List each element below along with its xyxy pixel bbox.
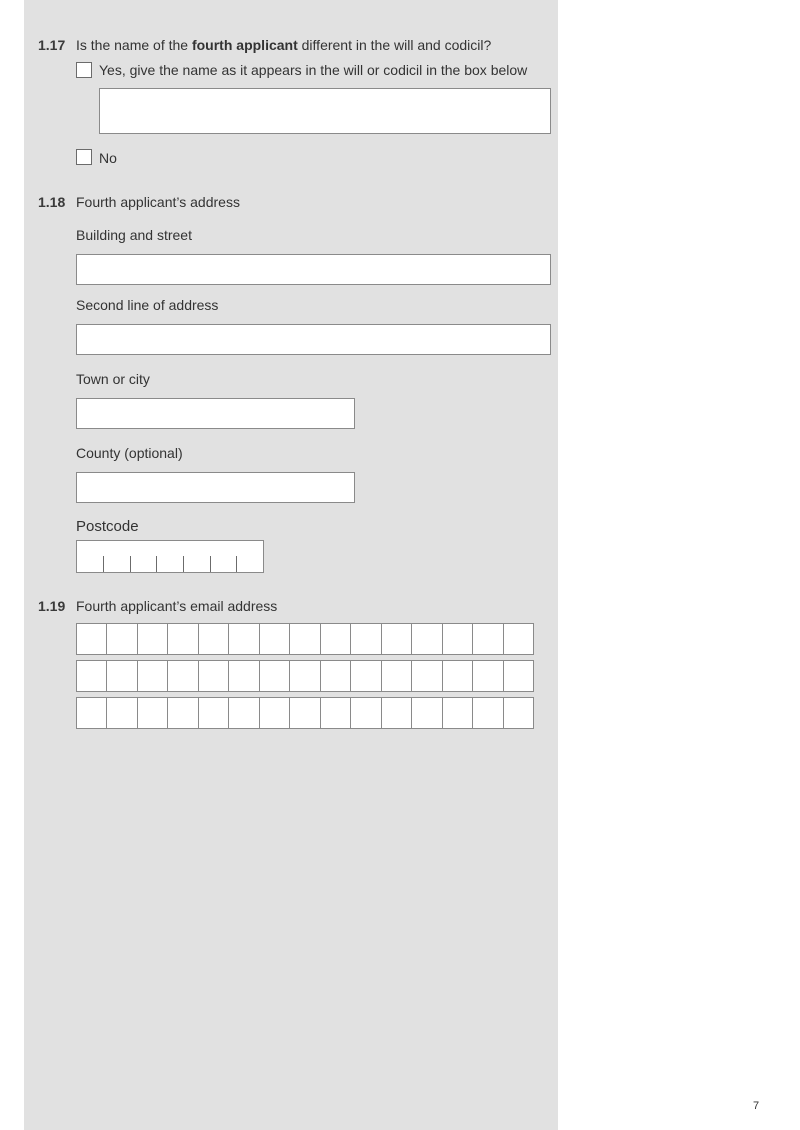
email-char-cell[interactable] [290,661,320,691]
question-number-1-17: 1.17 [38,37,66,53]
email-char-cell[interactable] [504,661,533,691]
email-char-cell[interactable] [473,661,503,691]
email-char-cell[interactable] [412,624,442,654]
email-char-cell[interactable] [199,624,229,654]
second-line-field[interactable] [76,324,551,355]
email-char-cell[interactable] [229,624,259,654]
email-char-cell[interactable] [168,661,198,691]
postcode-divider [103,556,104,572]
email-char-cell[interactable] [321,624,351,654]
email-row-3[interactable] [76,697,534,729]
email-char-cell[interactable] [168,624,198,654]
postcode-divider [236,556,237,572]
email-char-cell[interactable] [321,698,351,728]
email-char-cell[interactable] [412,698,442,728]
email-char-cell[interactable] [443,698,473,728]
email-char-cell[interactable] [77,698,107,728]
question-text-1-19: Fourth applicant’s email address [76,598,278,614]
email-char-cell[interactable] [199,661,229,691]
email-char-cell[interactable] [77,661,107,691]
email-char-cell[interactable] [138,698,168,728]
postcode-divider [156,556,157,572]
question-text-1-18: Fourth applicant’s address [76,194,240,210]
email-char-cell[interactable] [351,698,381,728]
question-number-1-18: 1.18 [38,194,66,210]
email-char-cell[interactable] [321,661,351,691]
email-char-cell[interactable] [290,698,320,728]
name-in-will-field[interactable] [99,88,551,134]
building-street-field[interactable] [76,254,551,285]
email-char-cell[interactable] [473,698,503,728]
email-char-cell[interactable] [168,698,198,728]
email-char-cell[interactable] [382,661,412,691]
building-street-label: Building and street [76,227,192,243]
yes-checkbox[interactable] [76,62,92,78]
email-char-cell[interactable] [199,698,229,728]
email-char-cell[interactable] [229,698,259,728]
town-city-field[interactable] [76,398,355,429]
email-char-cell[interactable] [473,624,503,654]
email-char-cell[interactable] [138,624,168,654]
email-char-cell[interactable] [77,624,107,654]
email-char-cell[interactable] [351,624,381,654]
email-char-cell[interactable] [107,661,137,691]
question-number-1-19: 1.19 [38,598,66,614]
no-checkbox[interactable] [76,149,92,165]
question-text-suffix: different in the will and codicil? [297,37,492,53]
county-field[interactable] [76,472,355,503]
yes-option-label: Yes, give the name as it appears in the will or codicil in the box below [99,62,528,78]
email-row-2[interactable] [76,660,534,692]
postcode-divider [130,556,131,572]
page-number: 7 [753,1100,760,1112]
postcode-label: Postcode [76,518,139,535]
email-char-cell[interactable] [443,624,473,654]
postcode-divider [210,556,211,572]
email-char-cell[interactable] [260,624,290,654]
question-text-emphasis: fourth applicant [191,37,298,53]
email-char-cell[interactable] [260,661,290,691]
email-char-cell[interactable] [229,661,259,691]
second-line-label: Second line of address [76,297,219,313]
county-label: County (optional) [76,445,183,461]
email-char-cell[interactable] [412,661,442,691]
email-char-cell[interactable] [260,698,290,728]
question-text-prefix: Is the name of the [76,37,192,53]
email-char-cell[interactable] [504,624,533,654]
email-char-cell[interactable] [107,698,137,728]
email-char-cell[interactable] [138,661,168,691]
question-text-1-17 [76,37,491,53]
email-char-cell[interactable] [382,624,412,654]
email-char-cell[interactable] [382,698,412,728]
email-char-cell[interactable] [351,661,381,691]
town-city-label: Town or city [76,371,150,387]
postcode-field[interactable] [76,540,264,573]
no-option-label: No [99,150,117,166]
email-char-cell[interactable] [504,698,533,728]
email-row-1[interactable] [76,623,534,655]
email-char-cell[interactable] [290,624,320,654]
email-char-cell[interactable] [107,624,137,654]
email-char-cell[interactable] [443,661,473,691]
postcode-divider [183,556,184,572]
